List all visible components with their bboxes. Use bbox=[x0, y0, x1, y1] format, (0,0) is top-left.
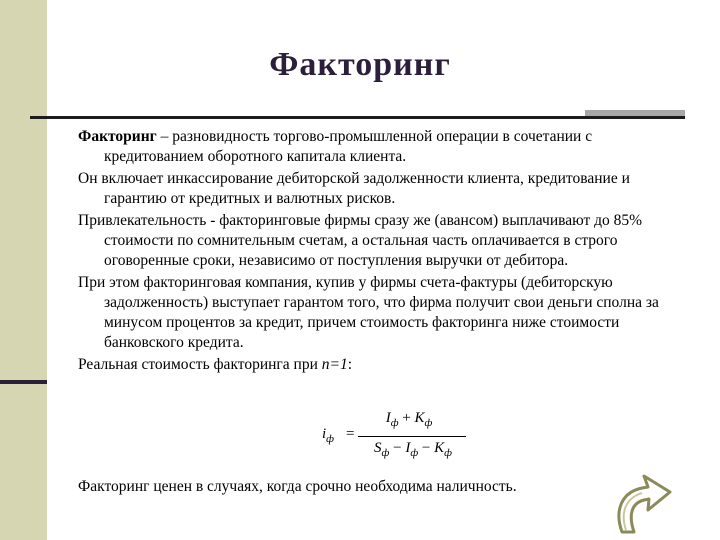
curved-arrow-icon[interactable] bbox=[608, 462, 688, 534]
paragraph-attractiveness: Привлекательность - факторинговые фирмы сразу же (авансом) выплачивают до 85% стоимости по сомнительным счетам, а остальная часть оплачивается в строго оговоренные сроки, независимо от поступления выручки от дебитора. bbox=[78, 212, 643, 269]
term-factoring: Факторинг bbox=[78, 128, 157, 145]
paragraph-includes: Он включает инкассирование дебиторской задолженности клиента, кредитование и гарантию от кредитных и валютных рисков. bbox=[78, 170, 630, 207]
title-rule bbox=[30, 116, 685, 119]
slide-body bbox=[78, 127, 690, 377]
paragraph-real-cost: Реальная стоимость факторинга при n=1: bbox=[78, 356, 353, 373]
formula-fraction-bar bbox=[358, 436, 466, 437]
formula-equals: = bbox=[346, 426, 355, 442]
sidebar-accent-bar bbox=[0, 380, 47, 384]
paragraph-definition: Факторинг – разновидность торгово-промышленной операции в сочетании с кредитованием оборотного капитала клиента. bbox=[78, 128, 593, 165]
formula-real-cost bbox=[322, 410, 462, 466]
formula-denominator: $S_ф - I_ф - K_ф$ bbox=[374, 440, 452, 459]
formula-numerator: $I_ф + K_ф$ bbox=[385, 410, 433, 429]
footer-statement: Факторинг ценен в случаях, когда срочно необходима наличность. bbox=[78, 478, 517, 495]
formula-lhs: $i_ф$ bbox=[322, 426, 334, 445]
slide-title: Факторинг bbox=[269, 46, 451, 83]
paragraph-guarantee: При этом факторинговая компания, купив у фирмы счета-фактуры (дебиторскую задолженность) выступает гарантом того, что фирма получит свои деньги сполна за минусом процентов за кредит, причем стоимость факторинга ниже стоимости банковского кредита. bbox=[78, 274, 659, 351]
